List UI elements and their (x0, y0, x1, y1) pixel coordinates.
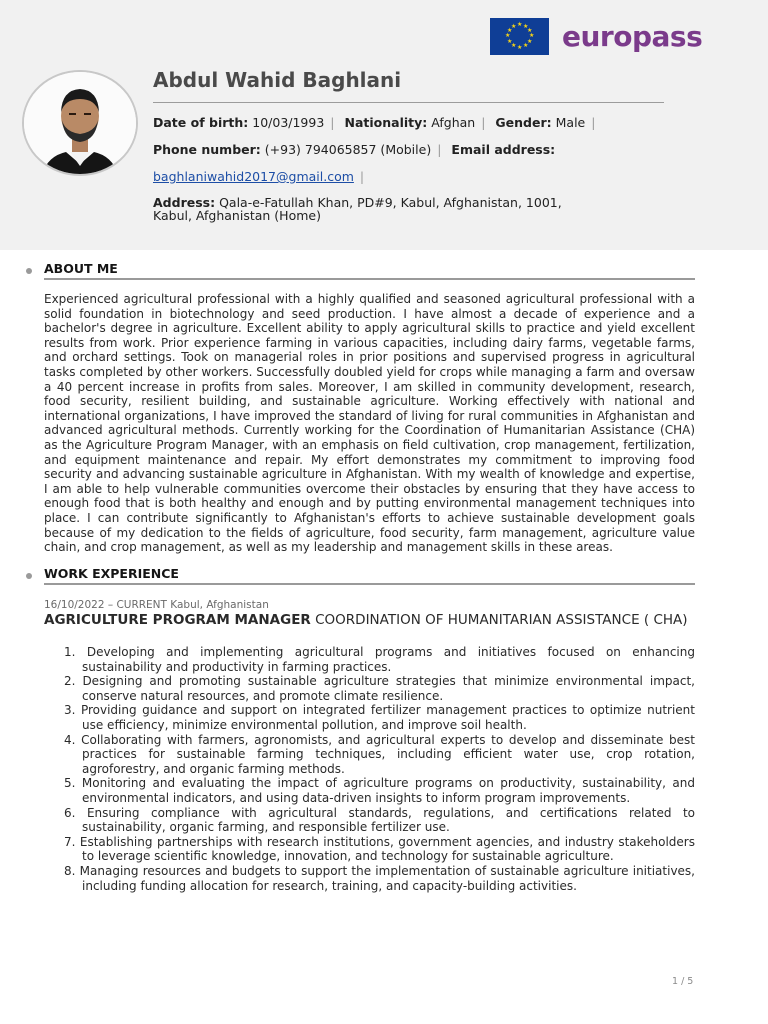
list-item: 2. Designing and promoting sustainable agriculture strategies that minimize environmental impact, conserve natural resources, and promote climate resilience. (64, 674, 695, 703)
page-number: 1 / 5 (672, 976, 694, 987)
section-bullet-icon (26, 268, 32, 274)
personal-info-address (153, 196, 593, 222)
separator: | (359, 169, 365, 184)
section-bullet-icon (26, 573, 32, 579)
email-link[interactable]: baghlaniwahid2017@gmail.com (153, 169, 354, 184)
list-item: 5. Monitoring and evaluating the impact of agriculture programs on productivity, sustainability, and environmental indicators, and using data-driven insights to inform program improvements. (64, 776, 695, 805)
list-item: 6. Ensuring compliance with agricultural standards, regulations, and certifications related to sustainability, organic farming, and responsible fertilizer use. (64, 805, 695, 835)
about-me-text: Experienced agricultural professional with a highly qualified and seasoned agricultural professional with a solid foundation in biotechnology and seed production. I have almost a decade of experience and a bachelor's degree in agriculture. Excellent ability to apply agricultural skills to practice and yield excellent results from work. Prior experience farming in various capacities, including dairy farms, vegetable farms, and orchard settings. Took on managerial roles in prior positions and supervised progress in agricultural tasks completed by other workers. Successfully doubled yield for crops while managing a farm and oversaw a 40 percent increase in profits from sales. Moreover, I am skilled in community development, research, food security, resilient building, and sustainable agriculture. Working effectively with national and international organizations, I have improved the standard of living for rural communities in Afghanistan and advanced agricultural methods. Currently working for the Coordination of Humanitarian Assistance (CHA) as the Agriculture Program Manager, with an emphasis on field cultivation, crop management, fertilization, and equipment maintenance and repair. My effort demonstrates my commitment to improving food security and advancing sustainable agriculture in Afghanistan. With my wealth of knowledge and expertise, I am able to help vulnerable communities overcome their obstacles by ensuring that they have access to enough food that is both healthy and enough and by putting environmental management techniques into place. I can contribute significantly to Afghanistan's efforts to achieve sustainable development goals because of my dedication to the fields of agriculture, food security, farm management, agriculture value chain, and crop management, as well as my leadership and management skills in these areas. (44, 292, 695, 555)
list-item: 4. Collaborating with farmers, agronomists, and agricultural experts to develop and disseminate best practices for sustainable farming techniques, including efficient water use, crop rotation, agroforestry, and organic farming methods. (64, 732, 695, 776)
job-date-location: 16/10/2022 – CURRENT Kabul, Afghanistan (44, 599, 269, 611)
list-item: 1. Developing and implementing agricultural programs and initiatives focused on enhancing sustainability and productivity in farming practices. (64, 645, 695, 674)
separator: | (591, 115, 596, 130)
job-title (44, 612, 688, 628)
job-duties-list (60, 645, 695, 893)
job-organization: COORDINATION OF HUMANITARIAN ASSISTANCE ( CHA) (315, 612, 688, 628)
work-experience-heading: WORK EXPERIENCE (44, 566, 179, 581)
phone-value: (+93) 794065857 (Mobile) (264, 142, 432, 157)
separator: | (481, 115, 486, 130)
list-item: 8. Managing resources and budgets to support the implementation of sustainable agriculture initiatives, including funding allocation for research, training, and capacity-building activities. (64, 863, 695, 893)
personal-info-line-3 (153, 170, 370, 184)
candidate-name: Abdul Wahid Baghlani (153, 68, 402, 92)
about-me-divider (44, 278, 695, 280)
gender-value: Male (555, 115, 586, 130)
europass-logo (490, 18, 702, 55)
email-label: Email address: (451, 142, 556, 157)
separator: | (330, 115, 335, 130)
gender-label: Gender: (495, 115, 552, 130)
work-experience-divider (44, 583, 695, 585)
separator: | (437, 142, 442, 157)
list-item: 3. Providing guidance and support on integrated fertilizer management practices to optimize nutrient use efficiency, minimize environmental pollution, and improve soil health. (64, 703, 695, 732)
job-role: AGRICULTURE PROGRAM MANAGER (44, 612, 311, 628)
address-label: Address: (153, 195, 216, 210)
nationality-label: Nationality: (344, 115, 428, 130)
person-photo-icon (24, 72, 136, 174)
list-item: 7. Establishing partnerships with research institutions, government agencies, and industry stakeholders to leverage scientific knowledge, innovation, and technology for sustainable agriculture. (64, 834, 695, 864)
europass-wordmark: europass (562, 20, 703, 53)
eu-flag-icon: ★ ★ ★ ★ ★ ★ ★ ★ ★ ★ ★ ★ (490, 18, 549, 55)
name-divider (153, 102, 664, 103)
personal-info-line-2 (153, 143, 555, 157)
dob-value: 10/03/1993 (252, 115, 325, 130)
profile-photo (22, 70, 138, 176)
nationality-value: Afghan (431, 115, 476, 130)
dob-label: Date of birth: (153, 115, 249, 130)
phone-label: Phone number: (153, 142, 261, 157)
about-me-heading: ABOUT ME (44, 261, 118, 276)
address-value: Qala-e-Fatullah Khan, PD#9, Kabul, Afghanistan, 1001, Kabul, Afghanistan (Home) (153, 195, 562, 223)
personal-info-line-1 (153, 116, 601, 130)
